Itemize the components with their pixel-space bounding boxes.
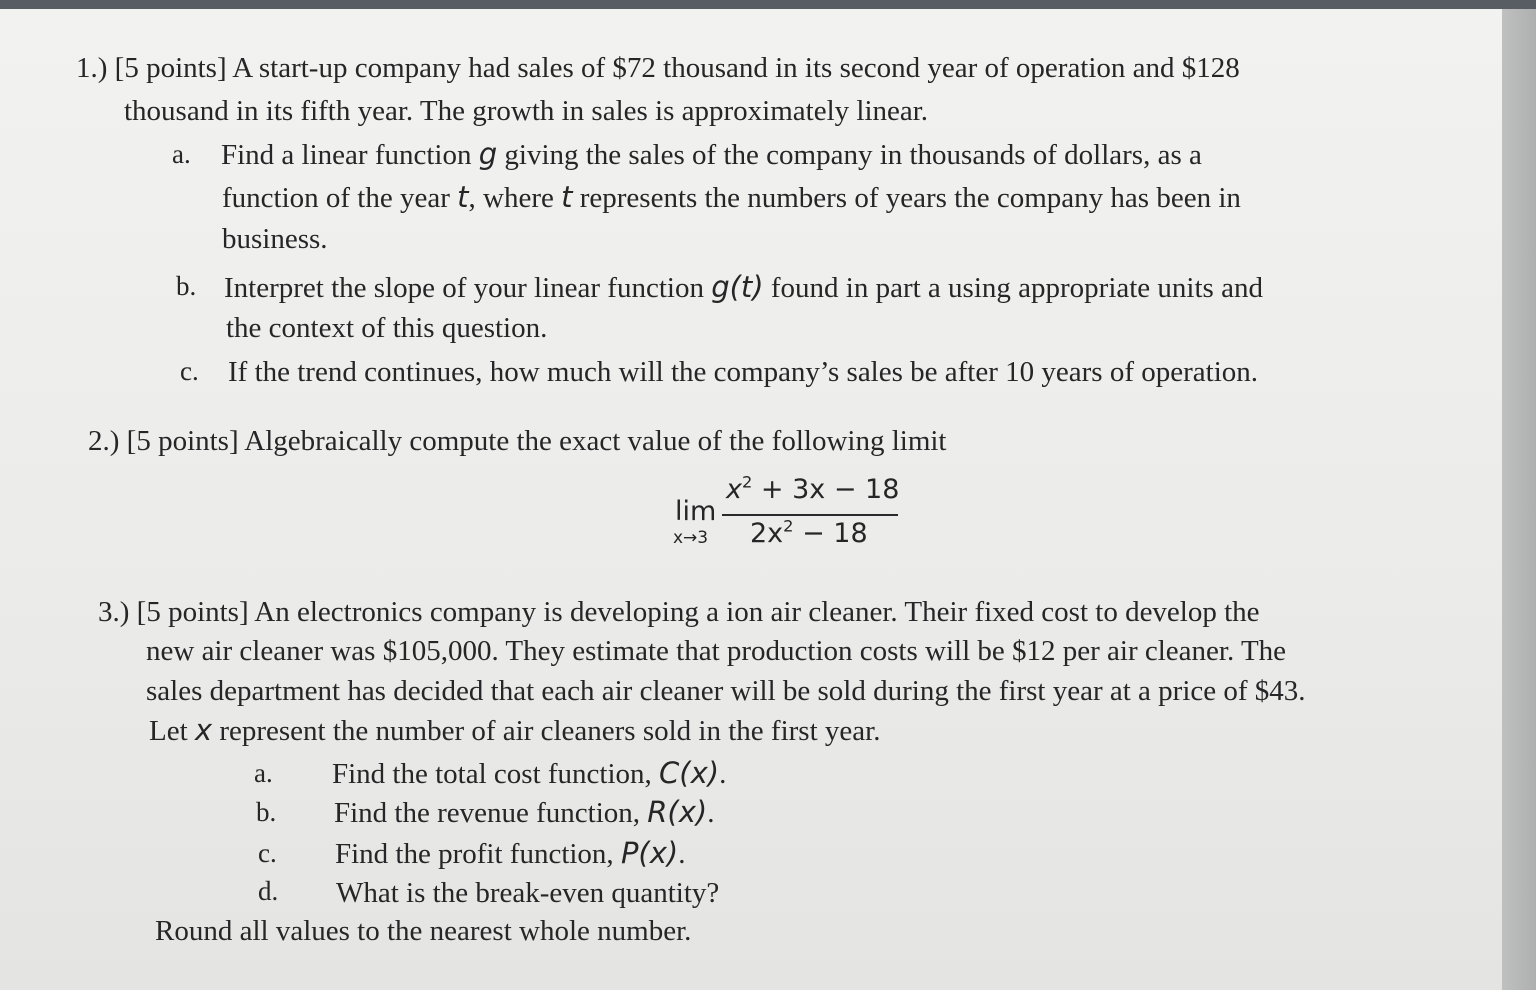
q1-a-line-3: business. <box>222 223 328 255</box>
fraction-denominator: $2x^2 - 18$ <box>750 516 868 549</box>
limit-operator: lim <box>675 496 717 527</box>
q1-b-line-2: the context of this question. <box>226 312 548 344</box>
q3-d-label: d. <box>258 876 279 906</box>
q2-line-1: 2.) [5 points] Algebraically compute the exact value of the following limit <box>88 425 947 457</box>
q3-b-item: Find the revenue function, R(x). <box>334 795 715 829</box>
fraction-bar <box>722 514 898 516</box>
q3-a-item: Find the total cost function, C(x). <box>332 756 727 790</box>
q3-c-item: Find the profit function, P(x). <box>335 836 686 870</box>
q3-d-item: What is the break-even quantity? <box>336 877 720 909</box>
q3-b-label: b. <box>256 797 277 827</box>
q3-a-label: a. <box>254 758 273 788</box>
var-x: x <box>194 713 213 747</box>
q1-c-line-1: If the trend continues, how much will the company’s sales be after 10 years of operation. <box>228 356 1258 388</box>
math-g-of-t: g(t) <box>711 270 764 304</box>
q1-line-1: 1.) [5 points] A start-up company had sales of $72 thousand in its second year of operation and $128 <box>76 52 1240 84</box>
q1-b-line-1: Interpret the slope of your linear function g(t) found in part a using appropriate units and <box>224 270 1263 304</box>
q3-line-2: new air cleaner was $105,000. They estimate that production costs will be $12 per air cleaner. The <box>146 635 1287 667</box>
q3-footer-note: Round all values to the nearest whole number. <box>155 915 692 947</box>
q3-line-1: 3.) [5 points] An electronics company is developing a ion air cleaner. Their fixed cost to develop the <box>98 596 1260 628</box>
q1-a-line-1: Find a linear function g giving the sales of the company in thousands of dollars, as a <box>221 137 1202 171</box>
q3-line-4: Let x represent the number of air cleaners sold in the first year. <box>149 713 881 747</box>
q1-a-line-2: function of the year t, where t represents the numbers of years the company has been in <box>222 180 1241 214</box>
fraction-numerator: $x^2 + 3x - 18$ <box>726 472 900 505</box>
page-right-edge <box>1502 9 1536 990</box>
limit-subscript: x→3 <box>673 528 709 548</box>
q1-a-label: a. <box>172 139 191 169</box>
q1-b-label: b. <box>176 271 197 301</box>
q1-c-label: c. <box>180 356 199 386</box>
window-top-bar <box>0 0 1536 9</box>
var-t: t <box>457 180 469 214</box>
q3-c-label: c. <box>258 838 277 868</box>
var-g: g <box>478 137 498 171</box>
q3-line-3: sales department has decided that each air cleaner will be sold during the first year at a price of $43. <box>146 675 1306 707</box>
var-t: t <box>561 180 573 214</box>
q1-line-2: thousand in its fifth year. The growth in sales is approximately linear. <box>124 95 929 127</box>
